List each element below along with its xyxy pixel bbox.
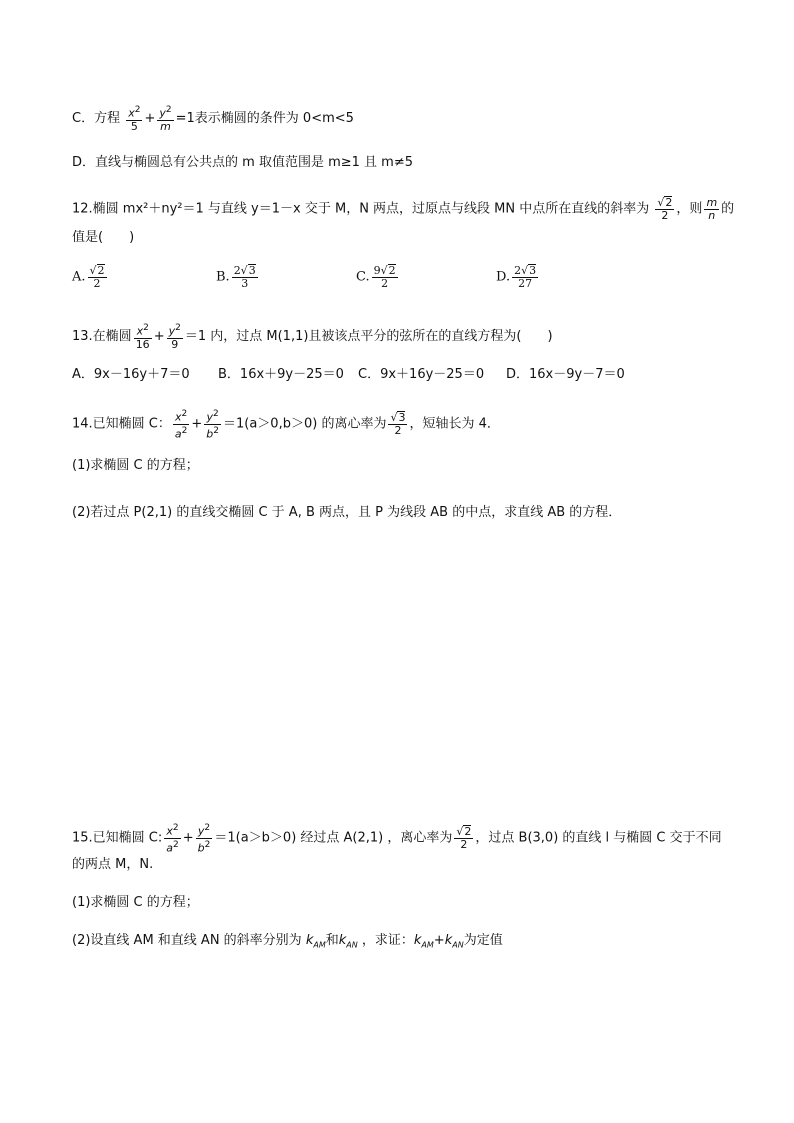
q15-stem: 15.已知椭圆 C: $\frac{x^2}{a^2}$ + $\frac{y^2}{b^2}$ ＝1(a＞b＞0) 经过点 A(2,1) ，离心率为 $\frac{√2}{2}$ ，过点 B(3,0) 的直线 l 与椭圆 C 交于不同 — [72, 823, 722, 855]
q15-part2-a: (2)设直线 AM 和直线 AN 的斜率分别为 — [72, 933, 302, 948]
q15-stem-b: ＝1(a＞b＞0) 经过点 A(2,1) ，离心率为 — [214, 830, 453, 846]
q11-option-d: D．直线与椭圆总有公共点的 m 取值范围是 m≥1 且 m≠5 — [72, 155, 413, 170]
fraction-sqrt2-2: $\frac{√2}{2}$ — [657, 196, 673, 222]
q13-option-d[interactable]: D．16x－9y－7＝0 — [506, 367, 625, 382]
q12-option-a[interactable] — [72, 264, 109, 290]
q13-stem: 13.在椭圆 $\frac{x^2}{16}$ + $\frac{y^2}{9}$ ＝1 内，过点 M(1,1)且被该点平分的弦所在的直线方程为( ) — [72, 323, 553, 351]
q14-stem-c: ，短轴长为 4． — [409, 416, 500, 432]
fraction-y2-b2: $\frac{y^2}{b^2}$ — [206, 409, 219, 441]
q12-stem-line2: 值是( ) — [72, 230, 135, 245]
fraction-y2-b2: $\frac{y^2}{b^2}$ — [197, 823, 211, 855]
q11c-suffix: 表示椭圆的条件为 0<m<5 — [194, 110, 354, 126]
fraction-x2-a2: $\frac{x^2}{a^2}$ — [174, 409, 188, 441]
slope-sum: $k_{AM}+k_{AN}$ — [413, 933, 464, 950]
q14-stem-b: ＝1(a＞0,b＞0) 的离心率为 — [223, 416, 387, 432]
fraction-2sqrt3-27: $\frac{2√3}{27}$ — [514, 264, 537, 290]
q13-option-b[interactable]: B．16x＋9y－25＝0 — [218, 367, 344, 382]
q13-option-c[interactable]: C．9x＋16y－25＝0 — [358, 367, 485, 382]
q15-part2-c: ，求证： — [361, 933, 414, 948]
q15-part1: (1)求椭圆 C 的方程； — [72, 895, 199, 910]
q14-part2: (2)若过点 P(2,1) 的直线交椭圆 C 于 A, B 两点，且 P 为线段 AB 的中点，求直线 AB 的方程． — [72, 505, 622, 520]
q15-stem-line2: 的两点 M，N. — [72, 857, 154, 872]
q15-stem-a: 15.已知椭圆 C: — [72, 830, 163, 846]
q14-stem: 14.已知椭圆 C： $\frac{x^2}{a^2}$ + $\frac{y^2}{b^2}$ ＝1(a＞0,b＞0) 的离心率为 $\frac{√3}{2}$ ，短轴长为 4． — [72, 409, 500, 441]
q12-stem-a: 12.椭圆 mx²＋ny²＝1 与直线 y＝1－x 交于 M，N 两点，过原点与线段 MN 中点所在直线的斜率为 — [72, 201, 650, 217]
q12-stem-b: ，则 — [676, 201, 703, 217]
q11-option-c: C．方程 $\frac{x^2}{5}$ + $\frac{y^2}{m}$ =1表示椭圆的条件为 0<m<5 — [72, 105, 354, 133]
q15-part2 — [72, 932, 503, 955]
q14-stem-a: 14.已知椭圆 C： — [72, 416, 171, 432]
fraction-2sqrt3-3: $\frac{2√3}{3}$ — [233, 264, 256, 290]
q13-stem-b: ＝1 内，过点 M(1,1)且被该点平分的弦所在的直线方程为( ) — [184, 328, 553, 344]
q15-stem-c: ，过点 B(3,0) 的直线 l 与椭圆 C 交于不同 — [475, 830, 722, 846]
q12-option-b[interactable] — [216, 264, 260, 290]
q14-part1: (1)求椭圆 C 的方程； — [72, 458, 199, 473]
q12-stem — [72, 196, 734, 222]
fraction-sqrt2-2: $\frac{√2}{2}$ — [89, 264, 105, 290]
q15-part2-b: 和 — [325, 933, 339, 948]
fraction-y2-m: $\frac{y^2}{m}$ — [159, 105, 172, 133]
fraction-sqrt3-2: $\frac{√3}{2}$ — [390, 411, 406, 438]
slope-k-am: $k_{AM}$ — [305, 933, 326, 950]
option-label: D. — [496, 269, 511, 285]
option-label: B. — [216, 269, 230, 285]
q13-option-a[interactable]: A．9x－16y＋7＝0 — [72, 367, 190, 382]
slope-k-an: $k_{AN}$ — [338, 933, 358, 950]
option-label: A. — [72, 269, 86, 285]
q12-stem-c: 的 — [721, 201, 735, 217]
q12-option-c[interactable] — [356, 264, 400, 290]
fraction-sqrt2-2: $\frac{√2}{2}$ — [456, 825, 472, 852]
fraction-m-n: $\frac{m}{n}$ — [706, 195, 718, 222]
q15-part2-d: 为定值 — [463, 933, 503, 948]
option-label: C. — [356, 269, 370, 285]
fraction-x2-a2: $\frac{x^2}{a^2}$ — [166, 823, 179, 855]
q13-stem-a: 13.在椭圆 — [72, 328, 132, 344]
fraction-x2-5: $\frac{x^2}{5}$ — [128, 105, 141, 133]
fraction-9sqrt2-2: $\frac{9√2}{2}$ — [373, 264, 396, 290]
fraction-x2-16: $\frac{x^2}{16}$ — [135, 323, 150, 351]
q11c-prefix: C．方程 — [72, 110, 121, 126]
q12-option-d[interactable] — [496, 264, 540, 290]
fraction-y2-9: $\frac{y^2}{9}$ — [168, 323, 181, 351]
